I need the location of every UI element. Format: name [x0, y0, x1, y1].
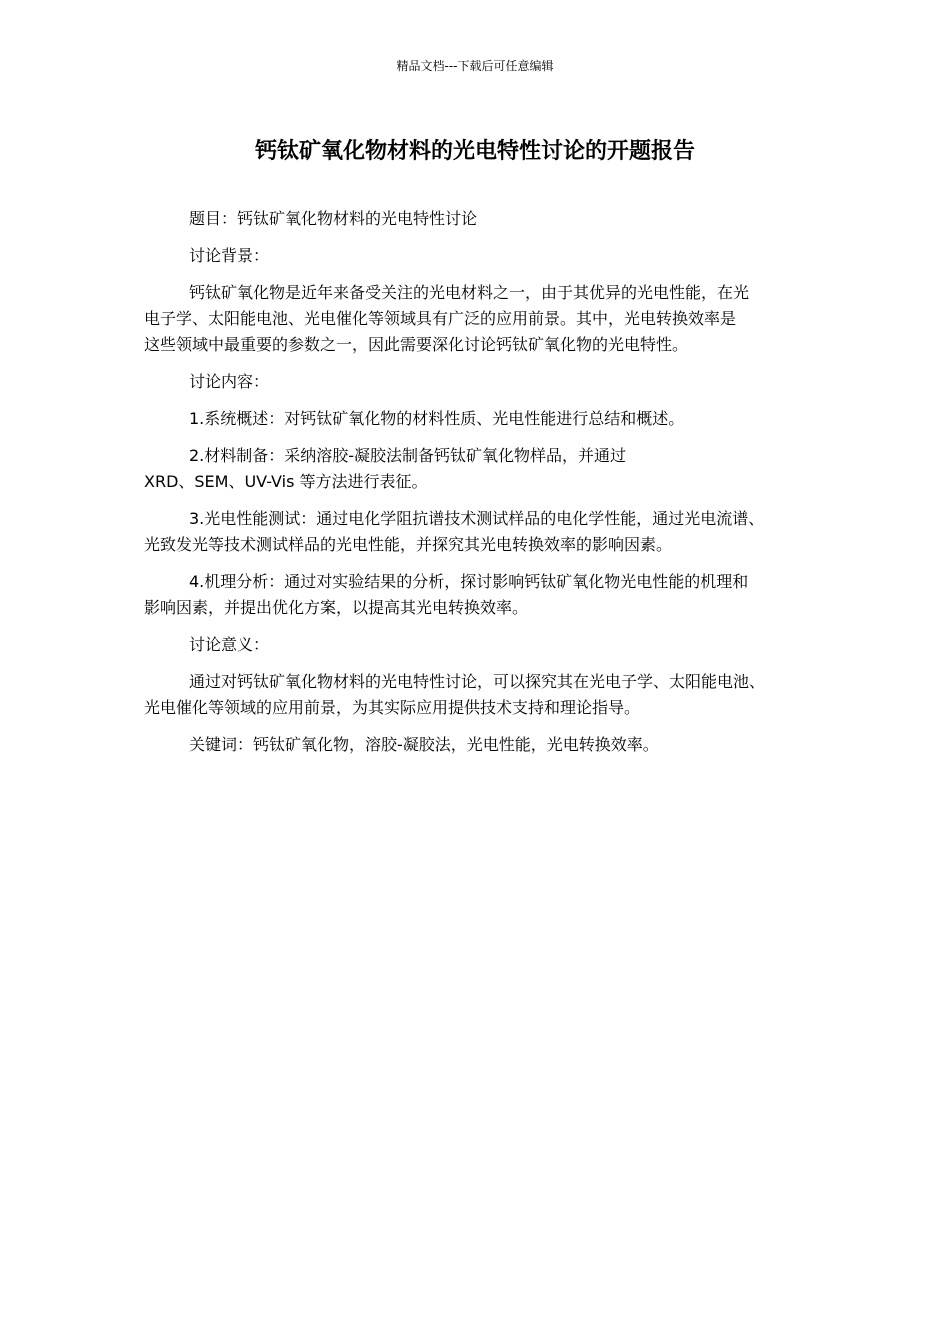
paragraph-line: 3.光电性能测试：通过电化学阻抗谱技术测试样品的电化学性能，通过光电流谱、	[189, 509, 765, 528]
content-item-1: 1.系统概述：对钙钛矿氧化物的材料性质、光电性能进行总结和概述。	[189, 409, 685, 428]
content-item-4	[144, 569, 816, 621]
page-header-note: 精品文档---下载后可任意编辑	[396, 59, 554, 73]
paragraph-line: 通过对钙钛矿氧化物材料的光电特性讨论，可以探究其在光电子学、太阳能电池、	[189, 672, 766, 691]
paragraph-line: 钙钛矿氧化物是近年来备受关注的光电材料之一，由于其优异的光电性能，在光	[189, 283, 750, 302]
document-body	[144, 206, 816, 758]
content-heading: 讨论内容：	[189, 372, 270, 391]
paragraph-line: 光电催化等领域的应用前景，为其实际应用提供技术支持和理论指导。	[144, 698, 641, 717]
paragraph-line: XRD、SEM、UV-Vis 等方法进行表征。	[144, 472, 428, 491]
paragraph-line: 4.机理分析：通过对实验结果的分析，探讨影响钙钛矿氧化物光电性能的机理和	[189, 572, 749, 591]
background-paragraph	[144, 280, 816, 358]
topic-line: 题目：钙钛矿氧化物材料的光电特性讨论	[189, 209, 478, 228]
keywords-line: 关键词：钙钛矿氧化物，溶胶-凝胶法，光电性能，光电转换效率。	[189, 735, 659, 754]
paragraph-line: 电子学、太阳能电池、光电催化等领域具有广泛的应用前景。其中，光电转换效率是	[144, 309, 737, 328]
paragraph-line: 2.材料制备：采纳溶胶-凝胶法制备钙钛矿氧化物样品，并通过	[189, 446, 627, 465]
content-item-3	[144, 506, 816, 558]
background-heading: 讨论背景：	[189, 246, 270, 265]
paragraph-line: 光致发光等技术测试样品的光电性能，并探究其光电转换效率的影响因素。	[144, 535, 673, 554]
significance-paragraph	[144, 669, 816, 721]
significance-heading: 讨论意义：	[189, 635, 270, 654]
paragraph-line: 这些领域中最重要的参数之一，因此需要深化讨论钙钛矿氧化物的光电特性。	[144, 335, 689, 354]
paragraph-line: 影响因素，并提出优化方案，以提高其光电转换效率。	[144, 598, 529, 617]
content-item-2	[144, 443, 816, 495]
document-title: 钙钛矿氧化物材料的光电特性讨论的开题报告	[254, 139, 695, 164]
